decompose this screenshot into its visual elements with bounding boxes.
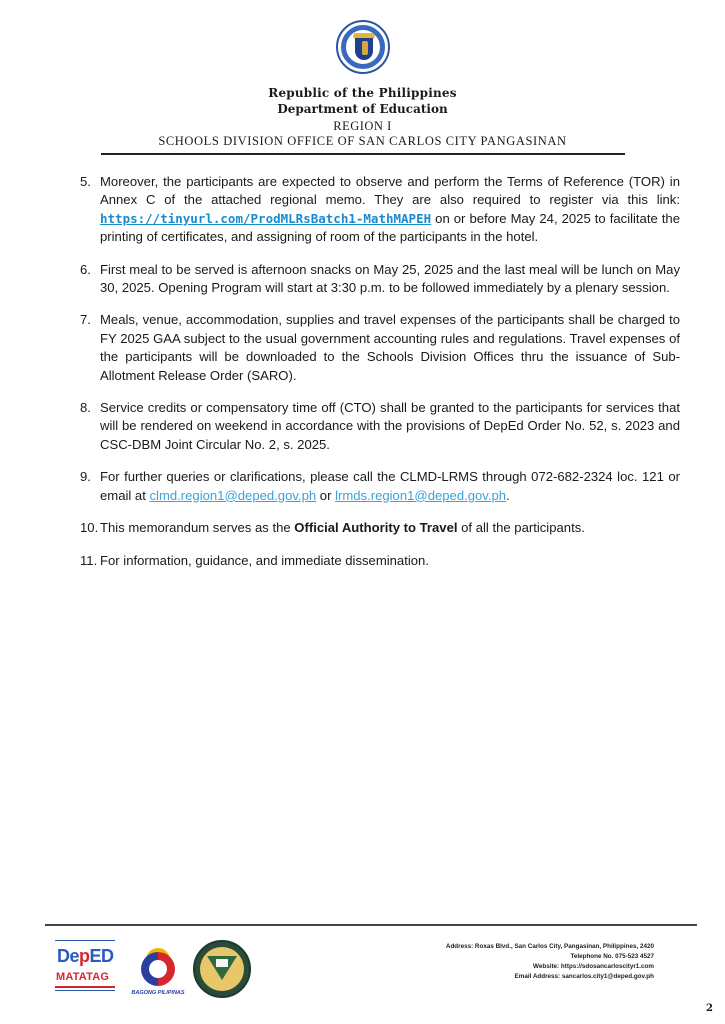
item-text-after: . bbox=[506, 487, 510, 503]
book-icon bbox=[216, 959, 228, 967]
item-text-mid: or bbox=[316, 487, 336, 503]
item-number: 7. bbox=[80, 312, 91, 328]
footer-contact bbox=[446, 942, 654, 982]
item-number: 9. bbox=[80, 469, 91, 485]
memo-item-6 bbox=[80, 261, 680, 298]
email-link-clmd[interactable]: clmd.region1@deped.gov.ph bbox=[149, 487, 317, 503]
logo-bar-blue bbox=[55, 990, 115, 991]
memo-item-5 bbox=[80, 173, 680, 247]
deped-wordmark-part: De bbox=[57, 946, 80, 966]
logo-bar-top bbox=[55, 940, 115, 941]
header-republic: Republic of the Philippines bbox=[268, 86, 457, 100]
page-number: 2 bbox=[706, 1003, 713, 1014]
sdo-san-carlos-seal bbox=[193, 940, 251, 998]
matatag-wordmark: MATATAG bbox=[56, 971, 110, 983]
footer-website: Website: https://sdosancarloscityr1.com bbox=[533, 963, 654, 970]
item-text-after: on or before May 24, 2025 to facilitate the printing of certificates, and assigning of room of the participants in the hotel. bbox=[100, 210, 680, 245]
item-number: 6. bbox=[80, 261, 91, 277]
item-number: 11. bbox=[80, 552, 98, 568]
seal-map-icon bbox=[362, 41, 368, 55]
item-number: 10. bbox=[80, 520, 99, 536]
header-divider bbox=[101, 153, 625, 155]
footer-email: Email Address: sancarlos.city1@deped.gov.ph bbox=[514, 973, 654, 980]
deped-matatag-logo bbox=[55, 940, 115, 998]
deped-wordmark-torch: p bbox=[79, 946, 90, 966]
item-text: First meal to be served is afternoon snacks on May 25, 2025 and the last meal will be lunch on May 30, 2025. Opening Program will start at 3:30 p.m. to be followed immediately by a plenary session. bbox=[100, 261, 680, 296]
bagong-pilipinas-logo bbox=[128, 938, 188, 1000]
footer-address: Address: Roxas Blvd., San Carlos City, Pangasinan, Philippines, 2420 bbox=[445, 943, 654, 950]
item-text bbox=[100, 468, 680, 505]
item-text-before: Moreover, the participants are expected to observe and perform the Terms of Reference (TOR) in Annex C of the attached regional memo. They are also required to register via this link: bbox=[100, 174, 680, 208]
footer-telephone: Telephone No. 075-523 4527 bbox=[570, 953, 654, 960]
deped-seal-logo bbox=[336, 20, 390, 74]
memo-item-9 bbox=[80, 468, 680, 505]
header-region: REGION I bbox=[333, 119, 392, 133]
authority-to-travel-text: Official Authority to Travel bbox=[294, 520, 458, 536]
email-link-lrmds[interactable]: lrmds.region1@deped.gov.ph bbox=[335, 487, 507, 503]
item-text: For information, guidance, and immediate dissemination. bbox=[100, 552, 429, 568]
bagong-emblem-center bbox=[149, 960, 167, 978]
item-text bbox=[100, 173, 680, 247]
registration-link[interactable]: https://tinyurl.com/ProdMLRsBatch1-MathMAPEH bbox=[100, 210, 432, 226]
memo-item-11 bbox=[80, 552, 680, 570]
item-text: Service credits or compensatory time off (CTO) shall be granted to the participants for services that will be rendered on weekend in accordance with the provisions of DepEd Order No. 52, s. 2023 and CSC-DBM Joint Circular No. 2, s. 2025. bbox=[100, 400, 680, 452]
item-text-after: of all the participants. bbox=[457, 520, 585, 536]
item-text: Meals, venue, accommodation, supplies and travel expenses of the participants shall be charged to FY 2025 GAA subject to the usual government accounting rules and regulations. Travel expenses of the participants will be downloaded to the Schools Division Offices thru the issuance of Sub-Allotment Release Order (SARO). bbox=[100, 312, 680, 383]
bagong-pilipinas-label: BAGONG PILIPINAS bbox=[131, 990, 185, 996]
item-text-before: For further queries or clarifications, please call the CLMD-LRMS through 072-682-2324 loc. 121 or email at bbox=[100, 469, 680, 503]
footer-divider bbox=[45, 924, 697, 926]
logo-bar-red bbox=[55, 986, 115, 988]
header-department: Department of Education bbox=[277, 102, 448, 116]
item-text-before: This memorandum serves as the bbox=[100, 520, 295, 536]
memo-items bbox=[80, 173, 680, 584]
memo-item-8 bbox=[80, 399, 680, 454]
header-office: SCHOOLS DIVISION OFFICE OF SAN CARLOS CITY PANGASINAN bbox=[158, 134, 567, 148]
item-number: 5. bbox=[80, 174, 91, 189]
item-number: 8. bbox=[80, 400, 91, 416]
item-text bbox=[100, 519, 680, 537]
deped-wordmark-part: ED bbox=[89, 946, 114, 966]
memo-item-10 bbox=[80, 519, 680, 537]
deped-wordmark bbox=[57, 946, 114, 967]
memo-item-7 bbox=[80, 311, 680, 385]
